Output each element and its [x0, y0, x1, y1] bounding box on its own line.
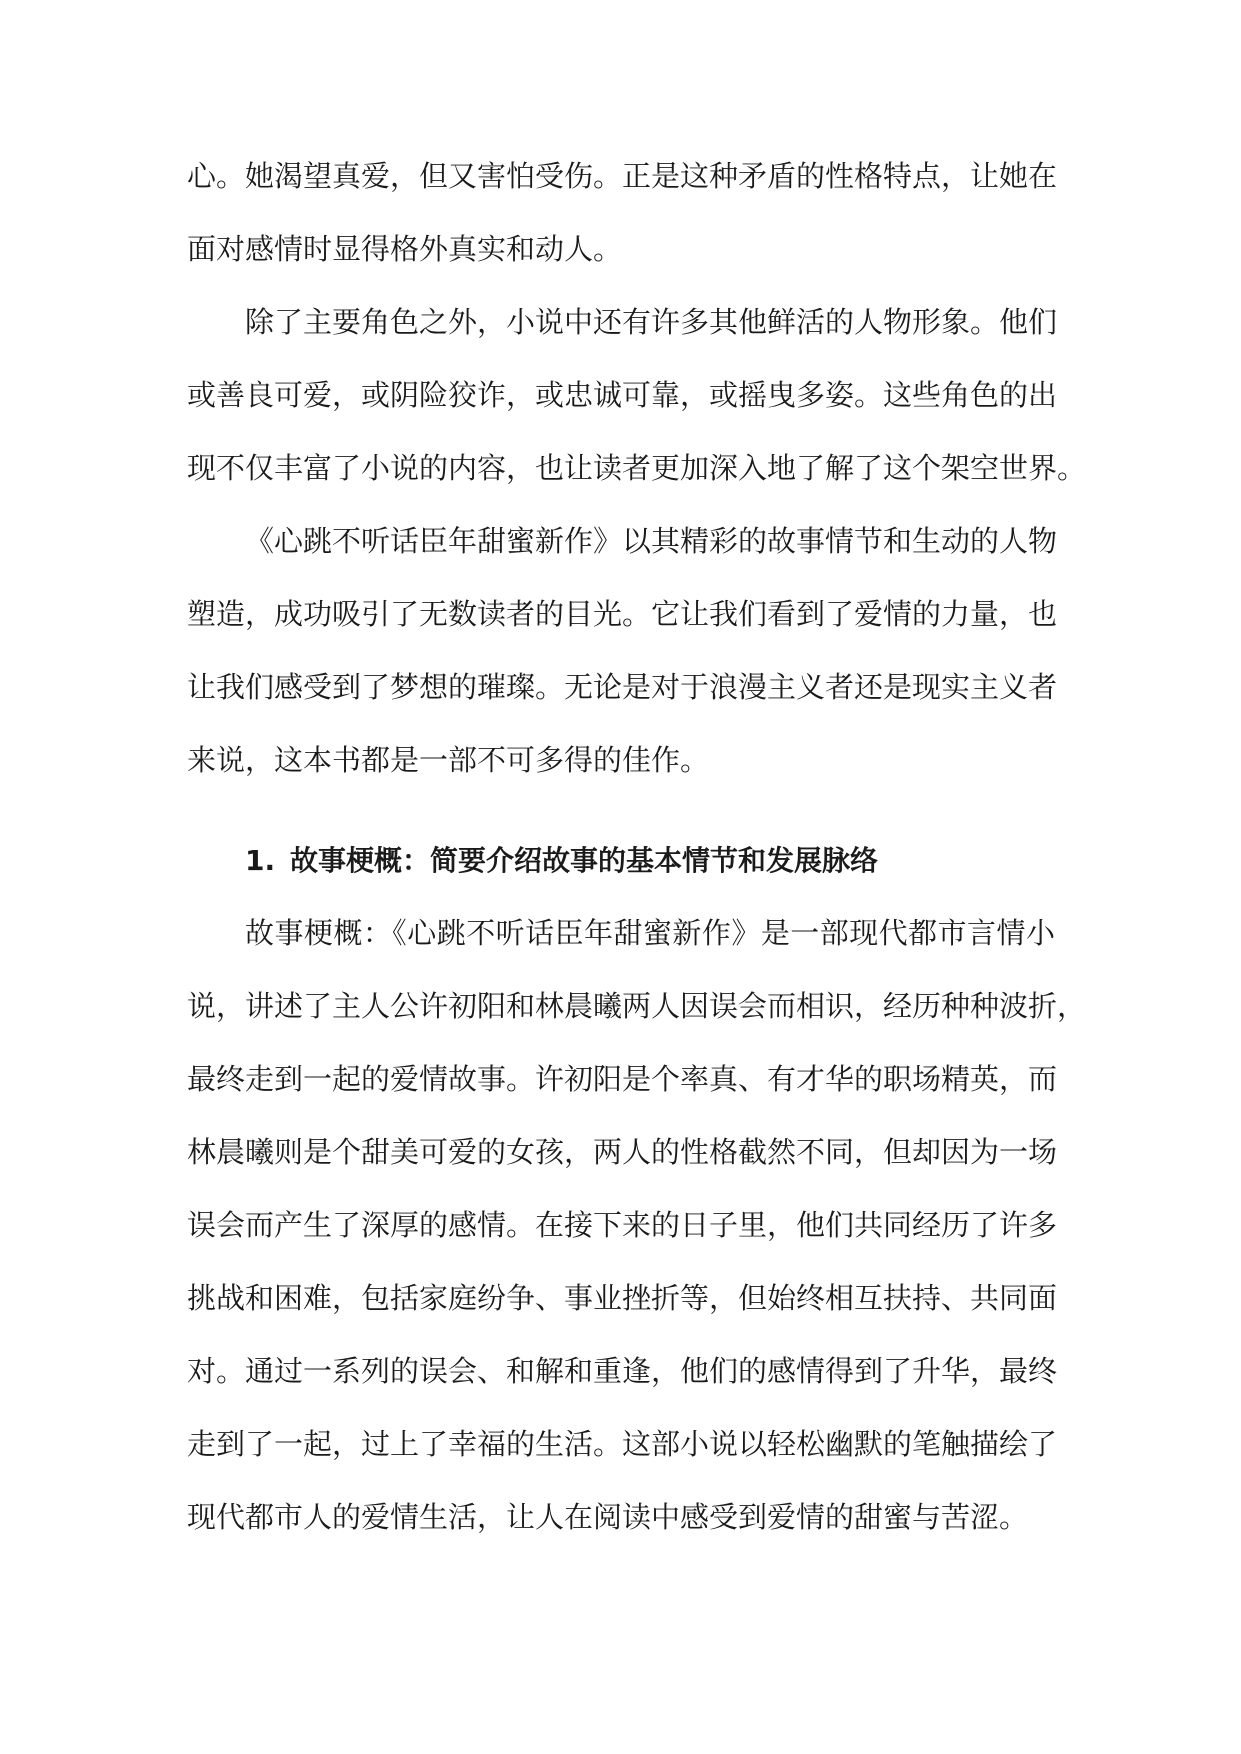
text-line: 现不仅丰富了小说的内容，也让读者更加深入地了解了这个架空世界。 [187, 451, 1087, 485]
text-line: 林晨曦则是个甜美可爱的女孩，两人的性格截然不同，但却因为一场 [187, 1135, 1058, 1169]
text-line: 挑战和困难，包括家庭纷争、事业挫折等，但始终相互扶持、共同面 [187, 1281, 1058, 1315]
text-line: 现代都市人的爱情生活，让人在阅读中感受到爱情的甜蜜与苦涩。 [187, 1500, 1029, 1534]
text-line: 来说，这本书都是一部不可多得的佳作。 [187, 743, 710, 777]
text-line: 故事梗概：《心跳不听话臣年甜蜜新作》是一部现代都市言情小 [245, 916, 1055, 950]
section-heading [187, 824, 1055, 897]
paragraph-1 [187, 140, 1058, 286]
text-line: 心。她渴望真爱，但又害怕受伤。正是这种矛盾的性格特点，让她在 [187, 159, 1058, 193]
paragraph-2 [187, 286, 1087, 505]
document-page [187, 140, 1087, 1554]
text-line: 误会而产生了深厚的感情。在接下来的日子里，他们共同经历了许多 [187, 1208, 1058, 1242]
text-line: 最终走到一起的爱情故事。许初阳是个率真、有才华的职场精英，而 [187, 1062, 1058, 1096]
text-line: 面对感情时显得格外真实和动人。 [187, 232, 623, 266]
text-line: 或善良可爱，或阴险狡诈，或忠诚可靠，或摇曳多姿。这些角色的出 [187, 378, 1058, 412]
section-number: 1. [245, 844, 276, 877]
text-line: 让我们感受到了梦想的璀璨。无论是对于浪漫主义者还是现实主义者 [187, 670, 1058, 704]
text-line: 除了主要角色之外，小说中还有许多其他鲜活的人物形象。他们 [245, 305, 1058, 339]
text-line: 走到了一起，过上了幸福的生活。这部小说以轻松幽默的笔触描绘了 [187, 1427, 1058, 1461]
text-line: 《心跳不听话臣年甜蜜新作》以其精彩的故事情节和生动的人物 [245, 524, 1058, 558]
paragraph-4 [187, 897, 1087, 1554]
section-title: 故事梗概：简要介绍故事的基本情节和发展脉络 [290, 844, 879, 877]
section-spacer [187, 797, 1055, 824]
text-line: 塑造，成功吸引了无数读者的目光。它让我们看到了爱情的力量，也 [187, 597, 1058, 631]
text-line: 说，讲述了主人公许初阳和林晨曦两人因误会而相识，经历种种波折， [187, 989, 1087, 1023]
paragraph-3 [187, 505, 1058, 797]
text-line: 对。通过一系列的误会、和解和重逢，他们的感情得到了升华，最终 [187, 1354, 1058, 1388]
